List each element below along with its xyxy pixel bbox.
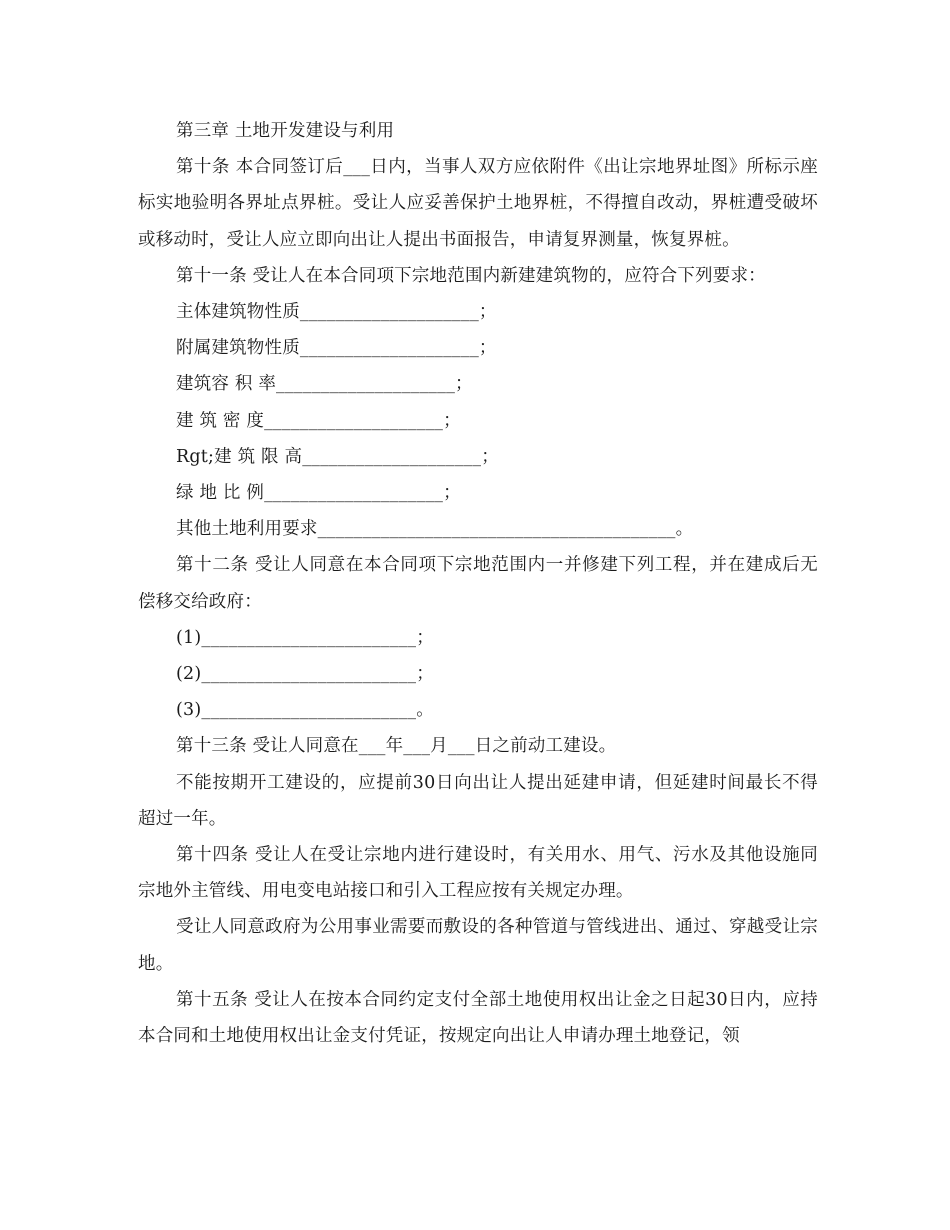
req-other: 其他土地利用要求________________________________________。 — [176, 519, 694, 540]
article-13: 第十三条 受让人同意在___年___月___日之前动工建设。 — [176, 736, 617, 757]
article-14-utilities: 受让人同意政府为公用事业需要而敷设的各种管道与管线进出、通过、穿越受让宗地。 — [138, 917, 818, 974]
article-13-extension: 不能按期开工建设的，应提前30日向出让人提出延建申请，但延建时间最长不得超过一年。 — [138, 772, 818, 829]
project-item-1: (1)________________________； — [176, 627, 434, 648]
chapter-heading: 第三章 土地开发建设与利用 — [176, 121, 395, 141]
article-10: 第十条 本合同签订后___日内，当事人双方应依附件《出让宗地界址图》所标示座标实地验明各界址点界桩。受让人应妥善保护土地界桩，不得擅自改动，界桩遭受破坏或移动时，受让人应立即向出让人提出书面报告，申请复界测量，恢复界桩。 — [138, 157, 818, 250]
req-green-ratio: 绿 地 比 例____________________； — [176, 483, 461, 504]
article-15: 第十五条 受让人在按本合同约定支付全部土地使用权出让金之日起30日内，应持本合同和土地使用权出让金支付凭证，按规定向出让人申请办理土地登记，领 — [138, 989, 818, 1047]
project-item-3: (3)________________________。 — [176, 700, 434, 721]
article-12: 第十二条 受让人同意在本合同项下宗地范围内一并修建下列工程，并在建成后无偿移交给政府： — [138, 555, 818, 612]
req-main-building: 主体建筑物性质____________________； — [176, 302, 497, 323]
req-plot-ratio: 建筑容 积 率____________________； — [176, 374, 473, 395]
req-height-limit: Rgt;建 筑 限 高____________________； — [176, 446, 499, 467]
req-auxiliary-building: 附属建筑物性质____________________； — [176, 338, 497, 359]
article-11: 第十一条 受让人在本合同项下宗地范围内新建建筑物的，应符合下列要求： — [176, 265, 766, 286]
project-item-2: (2)________________________； — [176, 664, 434, 685]
document-body — [138, 113, 818, 1054]
req-building-density: 建 筑 密 度____________________； — [176, 410, 461, 431]
article-14: 第十四条 受让人在受让宗地内进行建设时，有关用水、用气、污水及其他设施同宗地外主管线、用电变电站接口和引入工程应按有关规定办理。 — [138, 845, 818, 902]
